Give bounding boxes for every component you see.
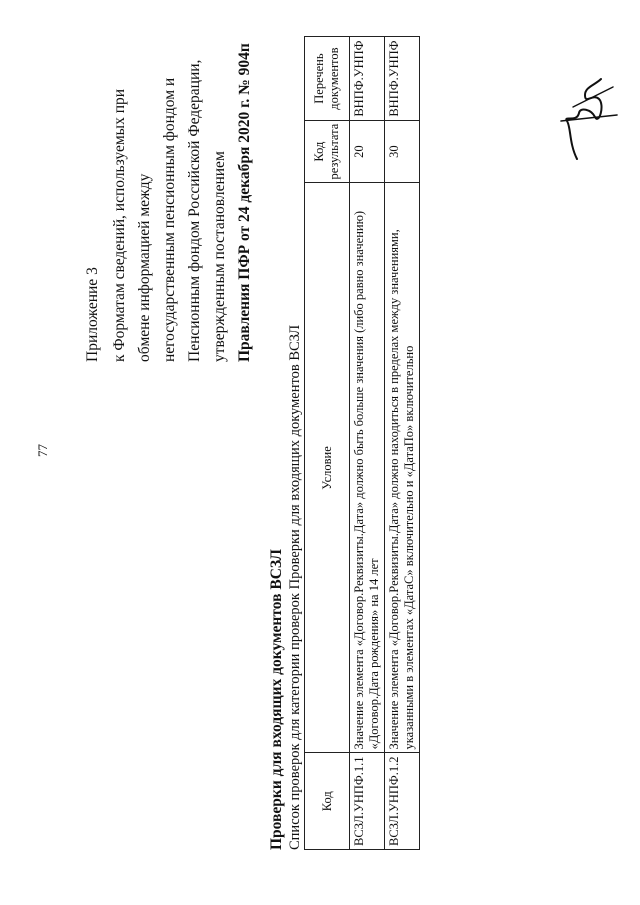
section-heading: Проверки для входящих документов ВСЗЛ [268, 549, 285, 850]
appendix-line: обмене информацией между [136, 173, 153, 362]
header-code: Код [305, 753, 350, 850]
header-result-code: Код результата [305, 120, 350, 183]
row-result-code: 30 [385, 120, 420, 183]
header-condition: Условие [305, 183, 350, 753]
row-code: ВСЗЛ.УНПФ.1.1 [350, 753, 385, 850]
table-row [385, 37, 420, 850]
table-row [350, 37, 385, 850]
row-result-code: 20 [350, 120, 385, 183]
row-documents: ВНПФ.УНПФ [350, 37, 385, 120]
page-number: 77 [35, 444, 50, 457]
signature-icon [555, 75, 625, 165]
appendix-block [80, 2, 257, 362]
list-title: Список проверок для категории проверок Проверки для входящих документов ВСЗЛ [287, 324, 303, 850]
row-condition: Значение элемента «Договор.Реквизиты.Дата» должно находиться в пределах между значениями, указанными в элементах «ДатаС» включительно и «ДатаПо» включительно [385, 183, 420, 753]
row-condition: Значение элемента «Договор.Реквизиты.Дата» должно быть больше значения (либо равно значению) «Договор.Дата рождения» на 14 лет [350, 183, 385, 753]
row-documents: ВНПФ.УНПФ [385, 37, 420, 120]
row-code: ВСЗЛ.УНПФ.1.2 [385, 753, 420, 850]
appendix-line: утвержденным постановлением [211, 151, 228, 362]
table-header-row [305, 37, 350, 850]
appendix-line: к Форматам сведений, используемых при [111, 88, 128, 362]
appendix-line: Пенсионным фондом Российской Федерации, [186, 59, 203, 362]
header-documents: Перечень документов [305, 37, 350, 120]
appendix-line: Правления ПФР от 24 декабря 2020 г. № 904п [236, 43, 253, 362]
appendix-title: Приложение 3 [84, 267, 101, 362]
checks-table [304, 37, 420, 851]
appendix-line: негосударственным пенсионным фондом и [161, 77, 178, 362]
